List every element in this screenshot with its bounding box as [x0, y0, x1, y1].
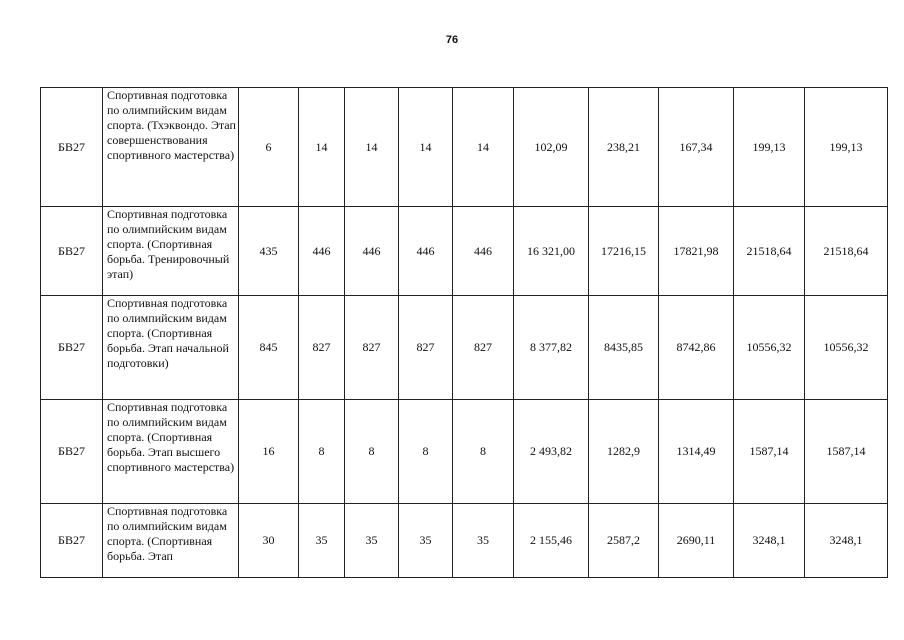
value-cell: 167,34: [659, 88, 734, 207]
value-cell: 8: [453, 400, 514, 504]
value-cell: 446: [453, 207, 514, 296]
value-cell: 3248,1: [805, 504, 888, 578]
value-cell: 17216,15: [589, 207, 659, 296]
row-description-cell: Спортивная подготовка по олимпийским видам спорта. (Спортивная борьба. Тренировочный этап): [103, 207, 239, 296]
value-cell: 14: [299, 88, 345, 207]
value-cell: 238,21: [589, 88, 659, 207]
value-cell: 199,13: [805, 88, 888, 207]
value-cell: 435: [239, 207, 299, 296]
value-cell: 2587,2: [589, 504, 659, 578]
value-cell: 16 321,00: [514, 207, 589, 296]
value-cell: 827: [453, 296, 514, 400]
value-cell: 2690,11: [659, 504, 734, 578]
value-cell: 17821,98: [659, 207, 734, 296]
row-code-cell: БВ27: [41, 296, 103, 400]
value-cell: 16: [239, 400, 299, 504]
value-cell: 3248,1: [734, 504, 805, 578]
value-cell: 35: [299, 504, 345, 578]
value-cell: 1314,49: [659, 400, 734, 504]
value-cell: 8 377,82: [514, 296, 589, 400]
value-cell: 446: [299, 207, 345, 296]
value-cell: 2 155,46: [514, 504, 589, 578]
row-description-cell: Спортивная подготовка по олимпийским видам спорта. (Спортивная борьба. Этап начальной подготовки): [103, 296, 239, 400]
data-table: [40, 87, 888, 578]
value-cell: 10556,32: [805, 296, 888, 400]
value-cell: 1282,9: [589, 400, 659, 504]
value-cell: 8: [399, 400, 453, 504]
value-cell: 14: [345, 88, 399, 207]
row-code-cell: БВ27: [41, 207, 103, 296]
table-row: [41, 296, 888, 400]
value-cell: 8: [299, 400, 345, 504]
table-row: [41, 88, 888, 207]
table-row: [41, 504, 888, 578]
row-description-cell: Спортивная подготовка по олимпийским видам спорта. (Спортивная борьба. Этап: [103, 504, 239, 578]
value-cell: 827: [345, 296, 399, 400]
value-cell: 845: [239, 296, 299, 400]
value-cell: 21518,64: [805, 207, 888, 296]
table-row: [41, 400, 888, 504]
row-description-cell: Спортивная подготовка по олимпийским видам спорта. (Спортивная борьба. Этап высшего спортивного мастерства): [103, 400, 239, 504]
row-code-cell: БВ27: [41, 400, 103, 504]
value-cell: 446: [345, 207, 399, 296]
page-number: 76: [445, 34, 459, 46]
value-cell: 21518,64: [734, 207, 805, 296]
value-cell: 446: [399, 207, 453, 296]
table-row: [41, 207, 888, 296]
value-cell: 827: [299, 296, 345, 400]
value-cell: 6: [239, 88, 299, 207]
value-cell: 2 493,82: [514, 400, 589, 504]
row-description-cell: Спортивная подготовка по олимпийским видам спорта. (Тхэквондо. Этап совершенствования спортивного мастерства): [103, 88, 239, 207]
value-cell: 8742,86: [659, 296, 734, 400]
value-cell: 35: [453, 504, 514, 578]
row-code-cell: БВ27: [41, 504, 103, 578]
row-code-cell: БВ27: [41, 88, 103, 207]
value-cell: 8: [345, 400, 399, 504]
value-cell: 1587,14: [734, 400, 805, 504]
value-cell: 30: [239, 504, 299, 578]
value-cell: 827: [399, 296, 453, 400]
value-cell: 35: [345, 504, 399, 578]
value-cell: 102,09: [514, 88, 589, 207]
value-cell: 10556,32: [734, 296, 805, 400]
value-cell: 1587,14: [805, 400, 888, 504]
value-cell: 8435,85: [589, 296, 659, 400]
value-cell: 35: [399, 504, 453, 578]
value-cell: 14: [399, 88, 453, 207]
value-cell: 199,13: [734, 88, 805, 207]
value-cell: 14: [453, 88, 514, 207]
